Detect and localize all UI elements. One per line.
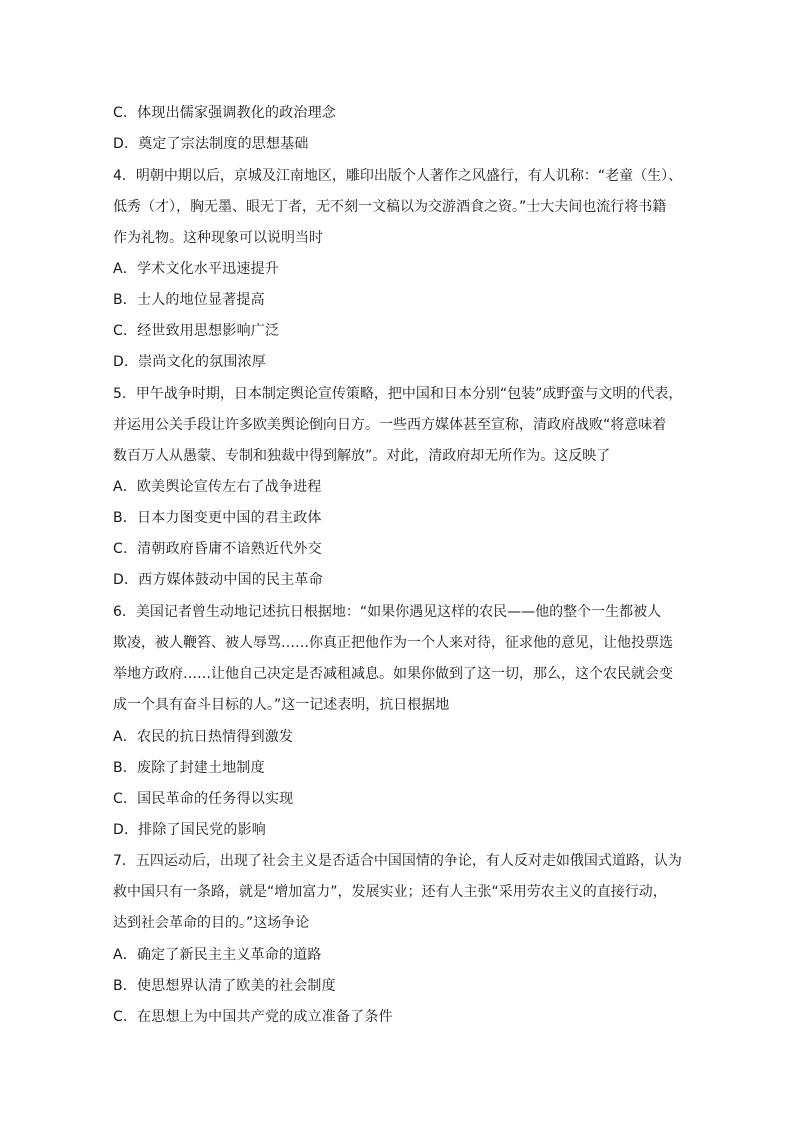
q6-option-d: D．排除了国民党的影响 [113, 822, 266, 838]
q7-stem-line-2: 救中国只有一条路，就是“增加富力”，发展实业；还有人主张“采用劳农主义的直接行动， [113, 884, 667, 900]
q5-option-b: B．日本力图变更中国的君主政体 [113, 510, 322, 526]
q5-stem-line-1: 5．甲午战争时期，日本制定舆论宣传策略，把中国和日本分别“包装”成野蛮与文明的代表， [113, 386, 683, 402]
q3-option-d: D．奠定了宗法制度的思想基础 [113, 136, 309, 152]
q6-stem-line-4: 成一个具有奋斗目标的人。”这一记述表明，抗日根据地 [113, 697, 450, 713]
q5-stem-line-3: 数百万人从愚蒙、专制和独裁中得到解放”。对此，清政府却无所作为。这反映了 [113, 448, 611, 464]
q6-option-c: C．国民革命的任务得以实现 [113, 791, 294, 807]
q6-stem-line-1: 6．美国记者曾生动地记述抗日根据地：“如果你遇见这样的农民——他的整个一生都被人 [113, 604, 662, 620]
q4-option-c: C．经世致用思想影响广泛 [113, 323, 280, 339]
q4-stem-line-3: 作为礼物。这种现象可以说明当时 [113, 230, 323, 246]
q4-option-a: A．学术文化水平迅速提升 [113, 261, 279, 277]
q5-option-d: D．西方媒体鼓动中国的民主革命 [113, 572, 323, 588]
q4-stem-line-1: 4．明朝中期以后，京城及江南地区，雕印出版个人著作之风盛行，有人讥称：“老童（生）、 [113, 168, 683, 184]
q7-stem-line-1: 7．五四运动后，出现了社会主义是否适合中国国情的争论，有人反对走如俄国式道路，认为 [113, 853, 682, 869]
q4-option-b: B．士人的地位显著提高 [113, 292, 265, 308]
q6-stem-line-3: 举地方政府……让他自己决定是否减租减息。如果你做到了这一切，那么，这个农民就会变 [113, 666, 673, 682]
q5-stem-line-2: 并运用公关手段让许多欧美舆论倒向日方。一些西方媒体甚至宣称，清政府战败“将意味着 [113, 417, 667, 433]
q7-option-c: C．在思想上为中国共产党的成立准备了条件 [113, 1009, 393, 1025]
q3-option-c: C．体现出儒家强调教化的政治理念 [113, 105, 336, 121]
q5-option-a: A．欧美舆论宣传左右了战争进程 [113, 479, 322, 495]
q7-option-a: A．确定了新民主主义革命的道路 [113, 947, 322, 963]
q4-option-d: D．崇尚文化的氛围浓厚 [113, 354, 266, 370]
q7-option-b: B．使思想界认清了欧美的社会制度 [113, 978, 336, 994]
q7-stem-line-3: 达到社会革命的目的。”这场争论 [113, 915, 310, 931]
q5-option-c: C．清朝政府昏庸不谙熟近代外交 [113, 541, 322, 557]
q6-stem-line-2: 欺凌，被人鞭笞、被人辱骂……你真正把他作为一个人来对待，征求他的意见，让他投票选 [113, 635, 673, 651]
q6-option-a: A．农民的抗日热情得到激发 [113, 729, 294, 745]
q6-option-b: B．废除了封建土地制度 [113, 760, 265, 776]
q4-stem-line-2: 低秀（才），胸无墨、眼无丁者，无不刻一文稿以为交游酒食之资。”士大夫间也流行将书籍 [113, 199, 667, 215]
